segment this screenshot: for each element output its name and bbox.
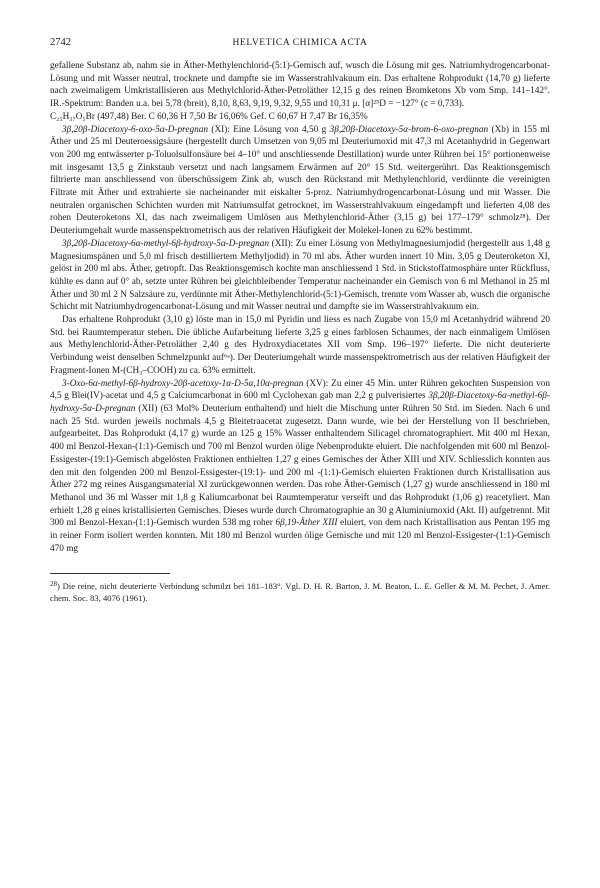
compound-name: 3β,20β-Diacetoxy-6α-methyl-6β-hydroxy-5α-D-pregnan [62,238,270,249]
body-paragraph [50,378,550,556]
footnote-28 [50,578,550,604]
footnote-number: 28 [50,580,57,589]
paragraph-text: (XII): Zu einer Lösung von Methylmagnesiumjodid (hergestellt aus 1,48 g Magnesiumspänen und 5,0 ml frisch destilliertem Methyljodid) in 70 ml abs. Äther wurden innert 10 Min. 3,05 g Deuteroketon XI, gelöst in 200 ml abs. Äther, getropft. Das Reaktionsgemisch kochte man anschliessend 1 Std. in Stickstoffatmosphäre unter Rückfluss, kühlte es dann auf 0° ab, setzte unter Rühren bei gleichbleibender Temperatur nacheinander ein Gemisch von 6 ml Methanol in 25 ml Äther und 30 ml 2 N Salzsäure zu, verdünnte mit Äther-Methylenchlorid-(5:1)-Gemisch, trennte vom Wasser ab, wusch die organische Schicht mit Natriumhydrogencarbonat-Lösung und mit Wasser neutral und dampfte sie im Wasserstrahlvakuum ein. [50,238,550,313]
compound-name: 3β,20β-Diacetoxy-6-oxo-5α-D-pregnan [62,124,209,135]
article-body [50,60,550,555]
body-paragraph [50,111,550,124]
compound-name: 6β,19-Äther XIII [275,518,338,529]
paragraph-text: Das erhaltene Rohprodukt (3,10 g) löste man in 15,0 ml Pyridin und liess es nach Zugabe von 15,0 ml Acetanhydrid während 20 Std. bei Raumtemperatur stehen. Die übliche Aufarbeitung lieferte 3,25 g eines farblosen Schaumes, der nach einmaligem Umlösen aus Methylenchlorid-Äther-Petroläther 2,40 g des Hydroxydiacetates XII vom Smp. 196–197° lieferte. Die nicht deuterierte Verbindung weist denselben Schmelzpunkt auf⁶ᵃ). Der Deuteriumgehalt wurde massenspektrometrisch aus der relativen Häufigkeit der Fragment-Ionen M-(CH₃–COOH) zu ca. 63% ermittelt. [50,315,550,376]
paragraph-text: (XI): Eine Lösung von 4,50 g [208,124,330,135]
footnote-text: ) Die reine, nicht deuterierte Verbindung schmilzt bei 181–183°. Vgl. D. H. R. Barton, J. M. Beaton, L. E. Geller & M. M. Pechet, J. Amer. chem. Soc. 83, 4076 (1961). [50,581,550,604]
page-number: 2742 [50,37,71,48]
journal-title: HELVETICA CHIMICA ACTA [232,38,368,48]
body-paragraph [50,314,550,378]
footnote-separator [50,573,170,574]
body-paragraph [50,60,550,111]
body-paragraph [50,124,550,238]
paragraph-text: eluiert, von dem nach Kristallisation aus Pentan 195 mg in reiner Form isoliert werden konnten. Mit 180 ml Benzol wurden ölige Gemische und mit 120 ml Benzol-Essigester-(1:1)-Gemisch 470 mg [50,518,550,554]
paragraph-text: (Xb) in 155 ml Äther und 25 ml Deuteroessigsäure (hergestellt durch Umsetzen von 9,05 ml Deuteriumoxid mit 47,3 ml Acetanhydrid in Gegenwart von 200 mg entwässerter p-Toluolsulfonsäure bei 4–10° und anschliessende Destillation) wurde unter Rühren bei 15° portionenweise mit insgesamt 13,5 g Zinkstaub versetzt und nach langsamem Erwärmen auf 20° 15 Std. weitergerührt. Das Reaktionsgemisch filtrierte man anschliessend von überschüssigem Zink ab, wusch den Rückstand mit Methylenchlorid, verdünnte die vereinigten Filtrate mit Äther und extrahierte sie nacheinander mit eiskalter 5-proz. Natriumhydrogencarbonat-Lösung und mit Wasser. Die neutralen organischen Schichten wurden mit Natriumsulfat getrocknet, im Wasserstrahlvakuum eingedampft und lieferten 4,08 des rohen Deuteroketons XI, das nach zweimaligem Umlösen aus Methylenchlorid-Äther (3,15 g) bei 177–179° schmolz²⁸). Der Deuteriumgehalt wurde massenspektrometrisch aus der relativen Häufigkeit der Molekel-Ionen zu 62% bestimmt. [50,124,550,237]
compound-name: 3β,20β-Diacetoxy-6α-methyl-6β-hydroxy-5α-D-pregnan [50,391,550,414]
journal-page [50,36,550,604]
compound-name: 3β,20β-Diacetoxy-5α-brom-6-oxo-pregnan [329,124,489,135]
paragraph-text: (XV): Zu einer 45 Min. unter Rühren gekochten Suspension von 4,5 g Blei(IV)-acetat und 4,5 g Calciumcarbonat in 600 ml Cyclohexan gab man 2,2 g pulverisiertes [50,378,550,402]
paragraph-text: C₂₅H₃₇O₅Br (497,48) Ber. C 60,36 H 7,50 Br 16,06% Gef. C 60,67 H 7,47 Br 16,35% [50,111,368,122]
page-header [50,36,550,50]
body-paragraph [50,238,550,314]
compound-name: 3-Oxo-6α-methyl-6β-hydroxy-20β-acetoxy-1α-D-5α,10α-pregnan [62,378,304,389]
paragraph-text: (XII) (63 Mol% Deuterium enthaltend) und hielt die Mischung unter Rühren 50 Std. im Sieden. Nach 6 und nach 25 Std. wurden jeweils nochmals 4,5 g Bleitetraacetat zugesetzt. Dann wurde, wie bei der Herstellung von II beschrieben, aufgearbeitet. Das Rohprodukt (4,17 g) wurde an 125 g 15% Wasser enthaltendem Silicagel chromatographiert. Mit 400 ml Hexan, 400 ml Benzol-Hexan-(1:1)-Gemisch und 700 ml Benzol wurden ölige Nebenprodukte eluiert. Die nachfolgenden mit 600 ml Benzol-Essigester-(19:1)-Gemisch abgelösten Fraktionen enthielten 1,27 g eines Gemisches der Äther XIII und XIV. Schliesslich konnten aus den mit den folgenden 200 ml Benzol-Essigester-(19:1)- und 200 ml -(1:1)-Gemisch eluierten Fraktionen durch Kristallisation aus Äther 272 mg reines Ausgangsmaterial XI zurückgewonnen werden. Das rohe Äther-Gemisch (1,27 g) wurde anschliessend in 180 ml Methanol und 36 ml Wasser mit 1,8 g Kaliumcarbonat bei Raumtemperatur verseift und das Rohprodukt (1,06 g) reacetyliert. Man erhielt 1,28 g eines kristallisierten Gemisches. Dieses wurde durch Chromatographie an 30 g Aluminiumoxid (Akt. II) aufgetrennt. Mit 300 ml Benzol-Hexan-(1:1)-Gemisch wurden 538 mg roher [50,403,550,529]
paragraph-text: gefallene Substanz ab, nahm sie in Äther-Methylenchlorid-(5:1)-Gemisch auf, wusch die Lösung mit ges. Natriumhydrogencarbonat-Lösung und mit Wasser neutral, trocknete und dampfte sie im Wasserstrahlvakuum ein. Das erhaltene Rohprodukt (14,70 g) lieferte nach zweimaligem Umkristallisieren aus Methylchlorid-Äther-Petroläther 12,15 g des reinen Bromketons Xb vom Smp. 141–142°. IR.-Spektrum: Banden u.a. bei 5,78 (breit), 8,10, 8,63, 9,19, 9,32, 9,55 und 10,31 μ. [α]²⁵D = −127° (c = 0,733). [50,61,550,110]
